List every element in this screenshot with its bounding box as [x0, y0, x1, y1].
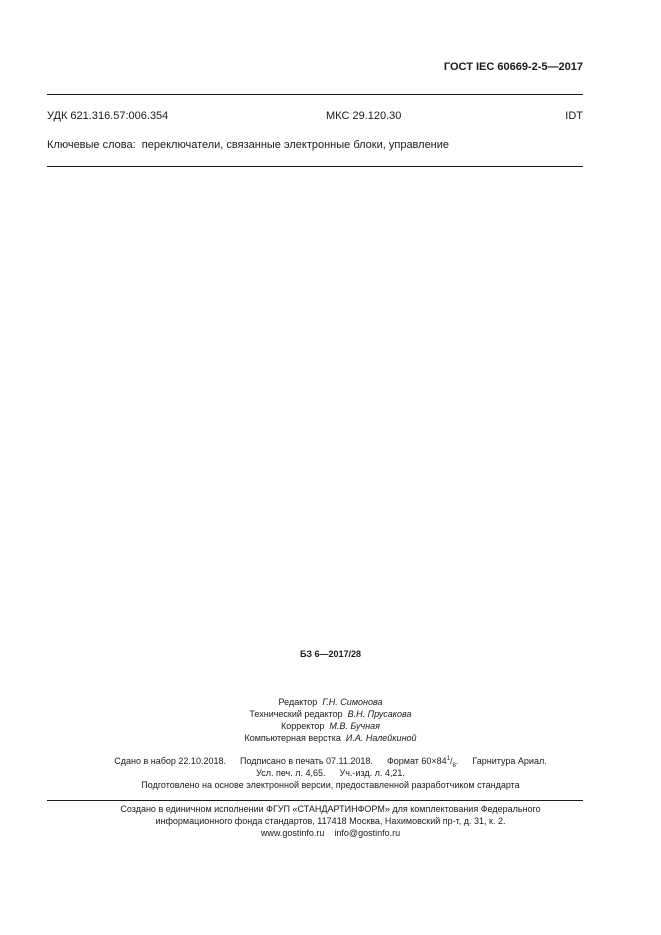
credit-proofreader	[0, 720, 661, 732]
credit-name: М.В. Бучная	[329, 721, 380, 731]
credit-name: В.Н. Прусакова	[347, 709, 412, 719]
format-denominator: 8	[452, 762, 456, 769]
print-info-line-2	[0, 767, 661, 779]
udk-code	[47, 110, 168, 122]
print-info-line-1	[0, 755, 661, 767]
format-numerator: 1	[446, 756, 451, 762]
mks-label: МКС	[326, 110, 350, 122]
bz-number: БЗ 6—2017/28	[299, 649, 362, 659]
website-link[interactable]: www.gostinfo.ru	[260, 828, 325, 838]
keywords-value: переключатели, связанные электронные блоки, управление	[141, 139, 450, 151]
footer-line-2: информационного фонда стандартов, 117418 Москва, Нахимовский пр-т, д. 31, к. 2.	[155, 816, 506, 826]
classification-row	[47, 110, 583, 124]
prepared-note: Подготовлено на основе электронной версии, предоставленной разработчиком стандарта	[141, 780, 520, 790]
footer-block	[0, 803, 661, 839]
typeset-date: Сдано в набор 22.10.2018.	[114, 756, 226, 766]
udk-label: УДК	[47, 110, 68, 122]
header-divider	[47, 94, 583, 95]
credit-layout	[0, 732, 661, 744]
credit-name: И.А. Налейкиной	[345, 733, 417, 743]
equivalence-degree: IDT	[565, 110, 583, 122]
signed-date: Подписано в печать 07.11.2018.	[239, 756, 373, 766]
udk-value: 621.316.57:006.354	[70, 110, 169, 122]
email-link[interactable]: info@gostinfo.ru	[334, 828, 401, 838]
credit-role: Редактор	[278, 697, 318, 707]
credit-editor	[0, 696, 661, 708]
keywords-line	[47, 139, 449, 151]
typeface: Гарнитура Ариал.	[472, 756, 547, 766]
credit-tech-editor	[0, 708, 661, 720]
publishing-sheets: Уч.-изд. л. 4,21.	[339, 768, 405, 778]
format-prefix: Формат 60×84	[386, 756, 447, 766]
mks-value: 29.120.30	[352, 110, 402, 122]
credits-block	[0, 696, 661, 744]
print-info-block	[0, 755, 661, 791]
format-suffix: .	[455, 756, 459, 766]
print-sheets: Усл. печ. л. 4,65.	[256, 768, 326, 778]
mks-code	[326, 110, 401, 122]
credit-role: Компьютерная верстка	[244, 733, 341, 743]
keywords-label: Ключевые слова:	[47, 139, 136, 151]
footer-line-1: Создано в единичном исполнении ФГУП «СТАНДАРТИНФОРМ» для комплектования Федерального	[120, 804, 541, 814]
standard-number: ГОСТ IEC 60669-2-5—2017	[443, 61, 583, 73]
footer-divider	[47, 800, 583, 801]
credit-name: Г.Н. Симонова	[322, 697, 383, 707]
keywords-divider	[47, 166, 583, 167]
credit-role: Корректор	[281, 721, 325, 731]
paper-format: Формат $60\times 84^1/_8$.	[386, 756, 459, 769]
footer-contacts	[0, 827, 661, 839]
credit-role: Технический редактор	[249, 709, 343, 719]
